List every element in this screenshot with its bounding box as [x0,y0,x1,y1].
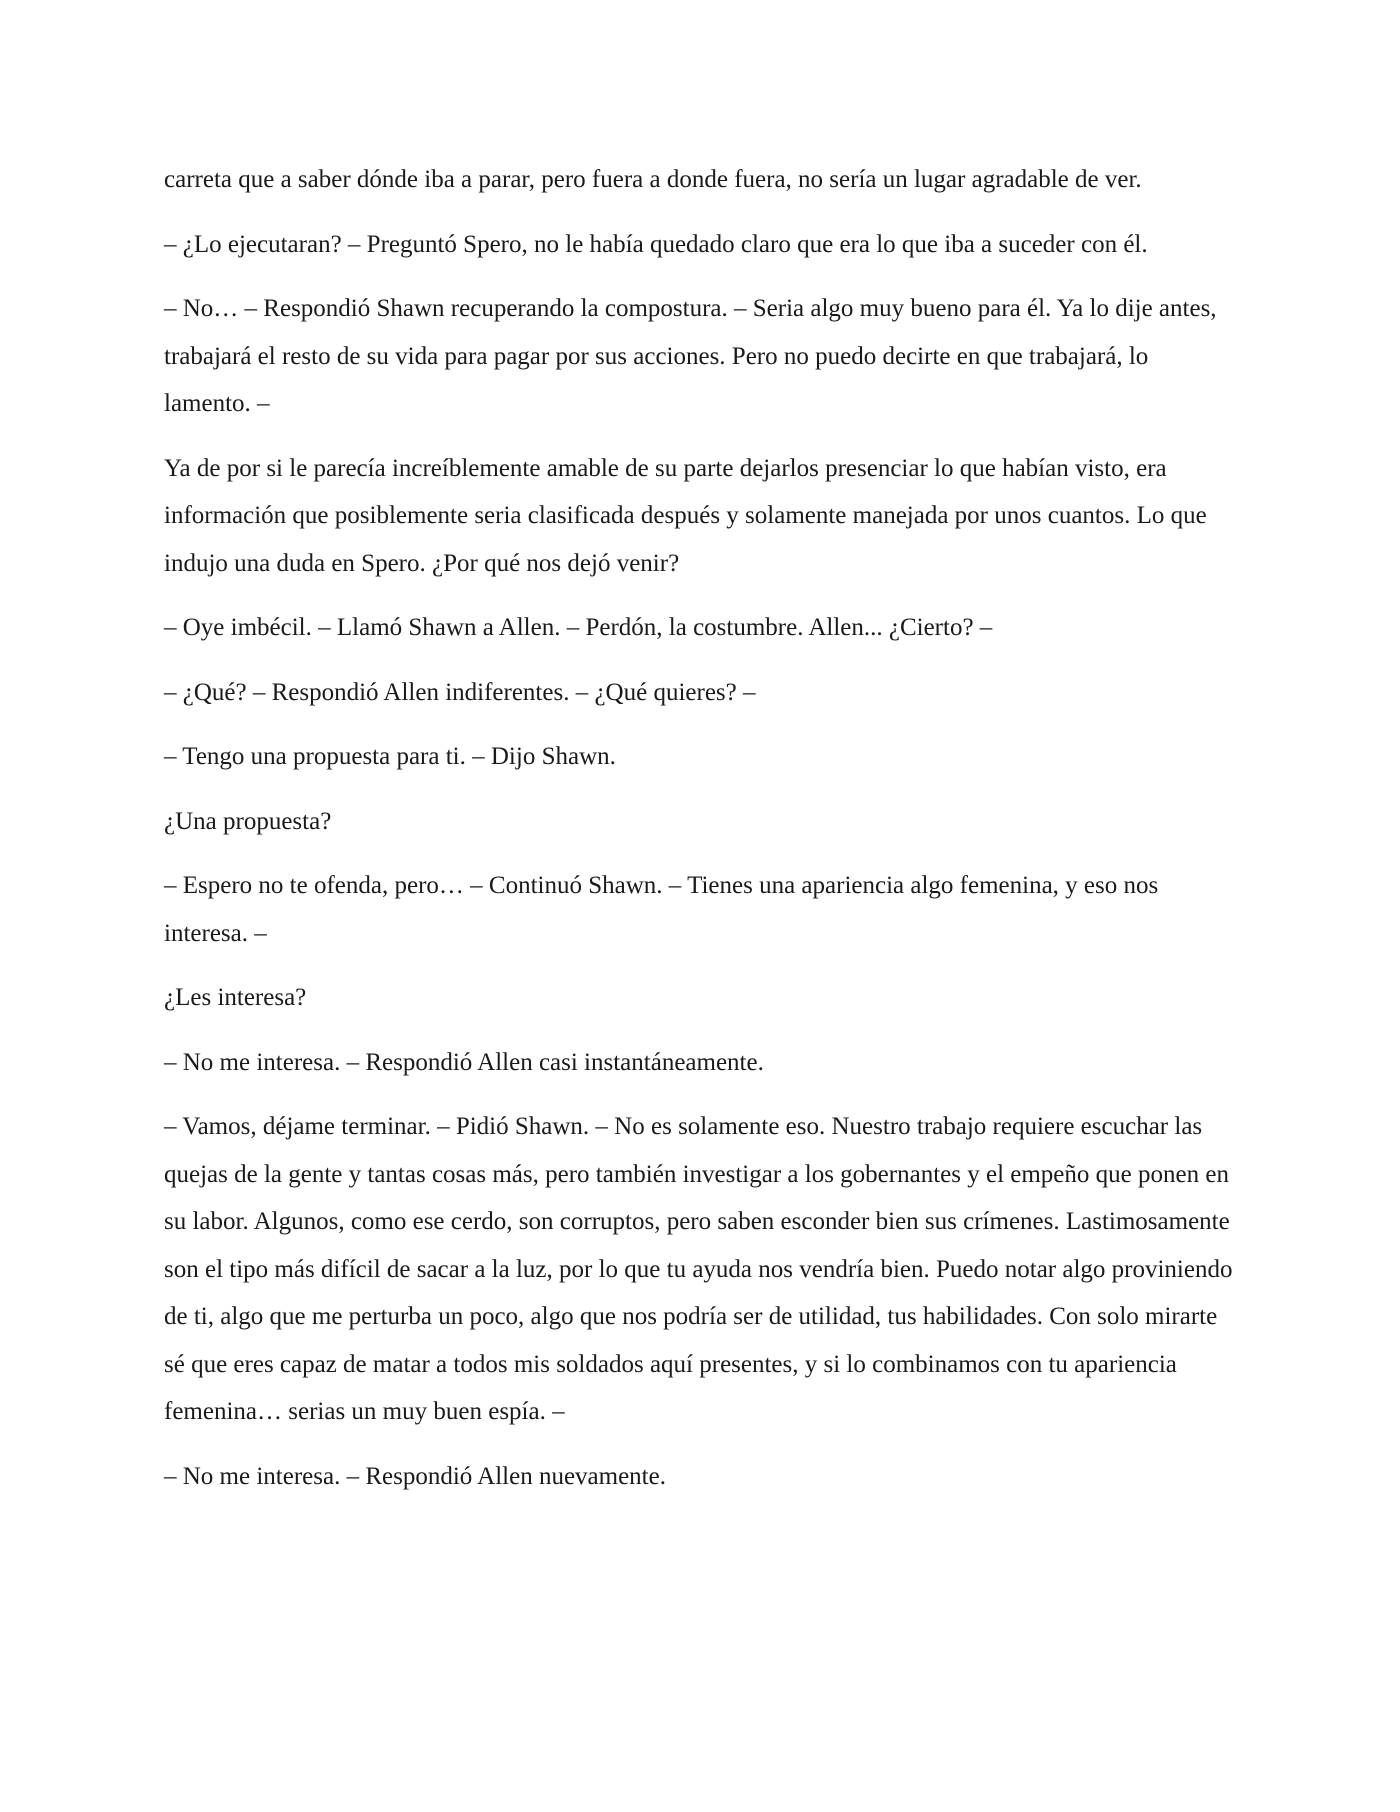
paragraph-6: – ¿Qué? – Respondió Allen indiferentes. – ¿Qué quieres? – [164,678,756,706]
paragraph-4: Ya de por si le parecía increíblemente amable de su parte dejarlos presenciar lo que habían visto, era información que posiblemente seria clasificada después y solamente manejada por unos cuantos. Lo que indujo una duda en Spero. ¿Por qué nos dejó venir? [164,454,1207,577]
paragraph-12: – Vamos, déjame terminar. – Pidió Shawn. – No es solamente eso. Nuestro trabajo requiere escuchar las quejas de la gente y tantas cosas más, pero también investigar a los gobernantes y el empeño que ponen en su labor. Algunos, como ese cerdo, son corruptos, pero saben esconder bien sus crímenes. Lastimosamente son el tipo más difícil de sacar a la luz, por lo que tu ayuda nos vendría bien. Puedo notar algo proviniendo de ti, algo que me perturba un poco, algo que nos podría ser de utilidad, tus habilidades. Con solo mirarte sé que eres capaz de matar a todos mis soldados aquí presentes, y si lo combinamos con tu apariencia femenina… serias un muy buen espía. – [164,1113,1233,1425]
paragraph-9: – Espero no te ofenda, pero… – Continuó Shawn. – Tienes una apariencia algo femenina, y eso nos interesa. – [164,872,1159,947]
document-body [164,156,1236,1517]
paragraph-8: ¿Una propuesta? [164,807,332,835]
paragraph-2: – ¿Lo ejecutaran? – Preguntó Spero, no le había quedado claro que era lo que iba a suceder con él. [164,230,1148,258]
paragraph-11: – No me interesa. – Respondió Allen casi instantáneamente. [164,1048,764,1076]
paragraph-7: – Tengo una propuesta para ti. – Dijo Shawn. [164,743,616,770]
paragraph-10: ¿Les interesa? [164,984,307,1011]
paragraph-1: carreta que a saber dónde iba a parar, pero fuera a donde fuera, no sería un lugar agradable de ver. [164,166,1142,193]
paragraph-5: – Oye imbécil. – Llamó Shawn a Allen. – Perdón, la costumbre. Allen... ¿Cierto? – [164,614,993,641]
paragraph-13: – No me interesa. – Respondió Allen nuevamente. [164,1462,666,1490]
paragraph-3: – No… – Respondió Shawn recuperando la compostura. – Seria algo muy bueno para él. Ya lo dije antes, trabajará el resto de su vida para pagar por sus acciones. Pero no puedo decirte en que trabajará, lo lamento. – [164,295,1217,417]
